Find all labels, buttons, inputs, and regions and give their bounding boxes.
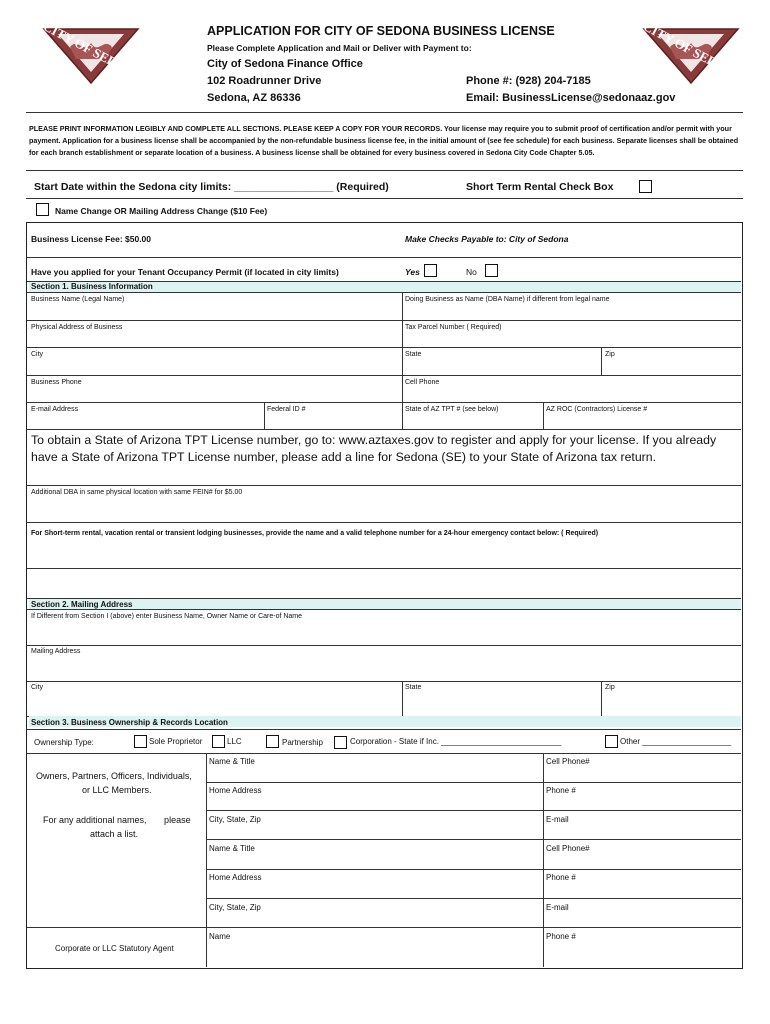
office-phone: Phone #: (928) 204-7185 — [466, 75, 591, 87]
owner2-address-field[interactable]: Home Address — [209, 873, 262, 882]
start-date-field[interactable]: Start Date within the Sedona city limits: _________________ (Required) — [34, 181, 389, 193]
owners-label-line1: Owners, Partners, Officers, Individuals, — [36, 771, 192, 781]
owner1-name-field[interactable]: Name & Title — [209, 757, 255, 766]
statutory-agent-label: Corporate or LLC Statutory Agent — [55, 944, 174, 953]
section2-heading: Section 2. Mailing Address — [31, 600, 133, 609]
finance-office: City of Sedona Finance Office — [207, 58, 363, 70]
tpt-license-note: To obtain a State of Arizona TPT License number, go to: www.aztaxes.gov to register and apply for your license. If you already have a State of Arizona TPT License number, please add a line for Sedona (SE) to your State of Arizona tax return. — [31, 433, 717, 464]
state-field[interactable]: State — [405, 351, 422, 358]
svg-text:CITY OF SEDONA: CITY OF SEDONA — [40, 25, 142, 84]
tenant-no-label: No — [466, 267, 477, 277]
owner1-email-field[interactable]: E-mail — [546, 815, 569, 824]
office-email: Email: BusinessLicense@sedonaaz.gov — [466, 92, 676, 104]
office-address-line1: 102 Roadrunner Drive — [207, 75, 322, 87]
llc-label: LLC — [227, 737, 242, 746]
other-checkbox[interactable] — [605, 735, 618, 748]
ownership-type-label: Ownership Type: — [34, 738, 94, 747]
mailing-address-field[interactable]: Mailing Address — [31, 648, 81, 655]
corporation-label: Corporation - State if Inc. ___________________________ — [350, 737, 562, 746]
sole-proprietor-checkbox[interactable] — [134, 735, 147, 748]
short-term-rental-checkbox[interactable] — [639, 180, 652, 193]
checks-payable: Make Checks Payable to: City of Sedona — [405, 234, 569, 244]
section3-heading: Section 3. Business Ownership & Records Location — [31, 718, 228, 727]
name-change-checkbox[interactable] — [36, 203, 49, 216]
seal-icon — [640, 25, 742, 87]
owner1-address-field[interactable]: Home Address — [209, 786, 262, 795]
business-name-field[interactable]: Business Name (Legal Name) — [31, 296, 125, 303]
az-tpt-field[interactable]: State of AZ TPT # (see below) — [405, 406, 499, 413]
owner2-phone-field[interactable]: Phone # — [546, 873, 576, 882]
owner1-cell-field[interactable]: Cell Phone# — [546, 757, 590, 766]
other-label: Other ____________________ — [620, 737, 732, 746]
office-address-line2: Sedona, AZ 86336 — [207, 92, 301, 104]
partnership-label: Partnership — [282, 738, 323, 747]
form-subtitle: Please Complete Application and Mail or Deliver with Payment to: — [207, 43, 472, 53]
agent-phone-field[interactable]: Phone # — [546, 932, 576, 941]
zip-field[interactable]: Zip — [605, 351, 615, 358]
mailing-zip-field[interactable]: Zip — [605, 684, 615, 691]
instructions-paragraph: PLEASE PRINT INFORMATION LEGIBLY AND COMPLETE ALL SECTIONS. PLEASE KEEP A COPY FOR YOUR RECORDS. Your license may require you to submit proof of certification and/or permit with your payment. Application for a business license shall be accompanied by the non-refundable business license fee, in the initial amount of (see fee schedule) for each business. Separate licenses shall be obtained for each branch establishment or separate location of a business. A business license shall be obtained for every business covered in Sedona City Code Chapter 5.05. — [29, 124, 739, 157]
form-title: APPLICATION FOR CITY OF SEDONA BUSINESS LICENSE — [207, 24, 555, 38]
tenant-no-checkbox[interactable] — [485, 264, 498, 277]
tenant-yes-checkbox[interactable] — [424, 264, 437, 277]
corporation-checkbox[interactable] — [334, 736, 347, 749]
federal-id-field[interactable]: Federal ID # — [267, 406, 306, 413]
owner2-name-field[interactable]: Name & Title — [209, 844, 255, 853]
license-fee: Business License Fee: $50.00 — [31, 234, 152, 244]
partnership-checkbox[interactable] — [266, 735, 279, 748]
additional-dba-field[interactable]: Additional DBA in same physical location with same FEIN# for $5.00 — [31, 489, 243, 496]
svg-text:CITY OF SEDONA: CITY OF SEDONA — [640, 25, 742, 84]
city-seal-logo-left — [40, 25, 142, 87]
owner2-cell-field[interactable]: Cell Phone# — [546, 844, 590, 853]
cell-phone-field[interactable]: Cell Phone — [405, 379, 440, 386]
tenant-permit-question: Have you applied for your Tenant Occupancy Permit (if located in city limits) — [31, 267, 339, 277]
section1-heading: Section 1. Business Information — [31, 282, 153, 291]
owner1-city-field[interactable]: City, State, Zip — [209, 815, 261, 824]
section2-band — [29, 598, 741, 609]
owners-label-line2: or LLC Members. — [82, 785, 152, 795]
name-change-label: Name Change OR Mailing Address Change ($10 Fee) — [55, 206, 268, 216]
az-roc-field[interactable]: AZ ROC (Contractors) License # — [546, 406, 648, 413]
agent-name-field[interactable]: Name — [209, 932, 231, 941]
short-term-contact-field[interactable]: For Short-term rental, vacation rental or transient lodging businesses, provide the name and a valid telephone number for a 24-hour emergency contact below: ( Required) — [31, 530, 599, 537]
tax-parcel-field[interactable]: Tax Parcel Number ( Required) — [405, 324, 502, 331]
short-term-rental-label: Short Term Rental Check Box — [466, 181, 614, 193]
owner1-phone-field[interactable]: Phone # — [546, 786, 576, 795]
sole-proprietor-label: Sole Proprietor — [149, 737, 203, 746]
additional-names-line2: attach a list. — [90, 829, 139, 839]
city-field[interactable]: City — [31, 351, 44, 358]
care-of-name-field[interactable]: If Different from Section I (above) enter Business Name, Owner Name or Care-of Name — [31, 613, 303, 620]
email-field[interactable]: E-mail Address — [31, 406, 79, 413]
form-frame — [26, 222, 743, 969]
physical-address-field[interactable]: Physical Address of Business — [31, 324, 123, 331]
llc-checkbox[interactable] — [212, 735, 225, 748]
tenant-yes-label: Yes — [405, 267, 420, 277]
owner2-email-field[interactable]: E-mail — [546, 903, 569, 912]
seal-icon — [40, 25, 142, 87]
mailing-state-field[interactable]: State — [405, 684, 422, 691]
additional-names-line1: For any additional names, please — [43, 815, 191, 825]
dba-field[interactable]: Doing Business as Name (DBA Name) if different from legal name — [405, 296, 610, 303]
mailing-city-field[interactable]: City — [31, 684, 44, 691]
owner2-city-field[interactable]: City, State, Zip — [209, 903, 261, 912]
city-seal-logo-right — [640, 25, 742, 87]
business-phone-field[interactable]: Business Phone — [31, 379, 82, 386]
